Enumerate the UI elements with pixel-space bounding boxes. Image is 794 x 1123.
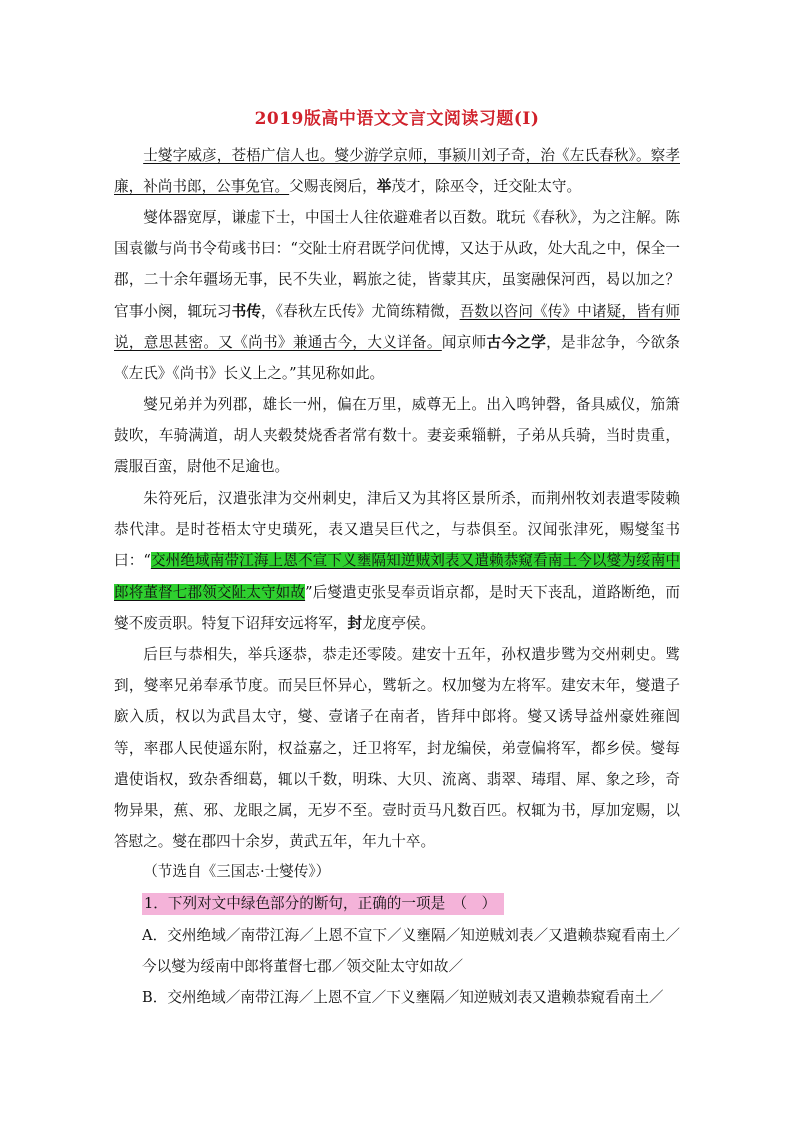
source-note: （节选自《三国志·士燮传》） bbox=[143, 863, 331, 880]
passage-paragraph-2: 燮体器宽厚，谦虚下士，中国士人往依避难者以百数。耽玩《春秋》，为之注解。陈国袁徽与尚书令荀彧书曰：“交阯士府君既学问优博，又达于从政，处大乱之中，保全一郡，二十余年疆场无事，民不失业，羁旅之徒，皆蒙其庆，虽窦融保河西，曷以加之？官事小阕，辄玩习书传，《春秋左氏传》尤简练精微，吾数以咨问《传》中诸疑，皆有师说，意思甚密。又《尚书》兼通古今，大义详备。闻京师古今之学，是非忿争，今欲条《左氏》《尚书》长义上之。”其见称如此。 bbox=[114, 209, 680, 383]
bold-term: 古今之学 bbox=[486, 333, 547, 351]
option-b: B．交州绝域／南带江海／上恩不宣／下义壅隔／知逆贼刘表又遣赖恭窥看南土／ bbox=[142, 989, 664, 1006]
underlined-sentence: 士燮字威彦，苍梧广信人也。燮少游学京师，事颍川刘子奇，治《左氏春秋》。察孝廉，补尚书郎，公事免官。 bbox=[114, 147, 680, 196]
passage-paragraph-1: 士燮字威彦，苍梧广信人也。燮少游学京师，事颍川刘子奇，治《左氏春秋》。察孝廉，补尚书郎，公事免官。父赐丧阕后，举茂才，除巫令，迁交阯太守。 bbox=[114, 147, 680, 196]
page-title: 2019版高中语文文言文阅读习题(I) bbox=[254, 109, 540, 129]
bold-term: 书传 bbox=[231, 302, 262, 320]
question-stem-highlight: 1．下列对文中绿色部分的断句，正确的一项是 （ ） bbox=[142, 893, 504, 915]
bold-term: 举 bbox=[376, 178, 392, 196]
green-highlighted-passage: 交州绝域南带江海上恩不宣下义壅隔知逆贼刘表又遣赖恭窥看南土今以燮为绥南中郎将董督七郡领交阯太守如故 bbox=[114, 552, 680, 601]
passage-paragraph-3: 燮兄弟并为列郡，雄长一州，偏在万里，威尊无上。出入鸣钟磬，备具威仪，笳箫鼓吹，车骑满道，胡人夹毂焚烧香者常有数十。妻妾乘辎軿，子弟从兵骑，当时贵重，震服百蛮，尉他不足逾也。 bbox=[114, 396, 680, 476]
underlined-sentence: 吾数以咨问《传》中诸疑，皆有师说，意思甚密。又《尚书》兼通古今，大义详备。 bbox=[114, 302, 680, 351]
passage-paragraph-4: 朱符死后，汉遣张津为交州刺史，津后又为其将区景所杀，而荆州牧刘表遣零陵赖恭代津。是时苍梧太守史璜死，表又遣吴巨代之，与恭俱至。汉闻张津死，赐燮玺书曰：“交州绝域南带江海上恩不宣下义壅隔知逆贼刘表又遣赖恭窥看南土今以燮为绥南中郎将董督七郡领交阯太守如故”后燮遣吏张旻奉贡诣京都，是时天下丧乱，道路断绝，而燮不废贡职。特复下诏拜安远将军，封龙度亭侯。 bbox=[114, 490, 680, 632]
option-a: A．交州绝域／南带江海／上恩不宣下／义壅隔／知逆贼刘表／又遣赖恭窥看南土／今以燮为绥南中郎将董督七郡／领交阯太守如故／ bbox=[142, 927, 680, 976]
bold-term: 封 bbox=[347, 614, 363, 632]
question-1 bbox=[114, 888, 680, 919]
passage-paragraph-5: 后巨与恭相失，举兵逐恭，恭走还零陵。建安十五年，孙权遣步骘为交州刺史。骘到，燮率兄弟奉承节度。而吴巨怀异心，骘斩之。权加燮为左将军。建安末年，燮遣子廞入质，权以为武昌太守，燮、壹诸子在南者，皆拜中郎将。燮又诱导益州豪姓雍闿等，率郡人民使遥东附，权益嘉之，迁卫将军，封龙编侯，弟壹偏将军，都乡侯。燮每遣使诣权，致杂香细葛，辄以千数，明珠、大贝、流离、翡翠、瑇瑁、犀、象之珍，奇物异果，蕉、邪、龙眼之属，无岁不至。壹时贡马凡数百匹。权辄为书，厚加宠赐，以答慰之。燮在郡四十余岁，黄武五年，年九十卒。 bbox=[114, 646, 680, 851]
